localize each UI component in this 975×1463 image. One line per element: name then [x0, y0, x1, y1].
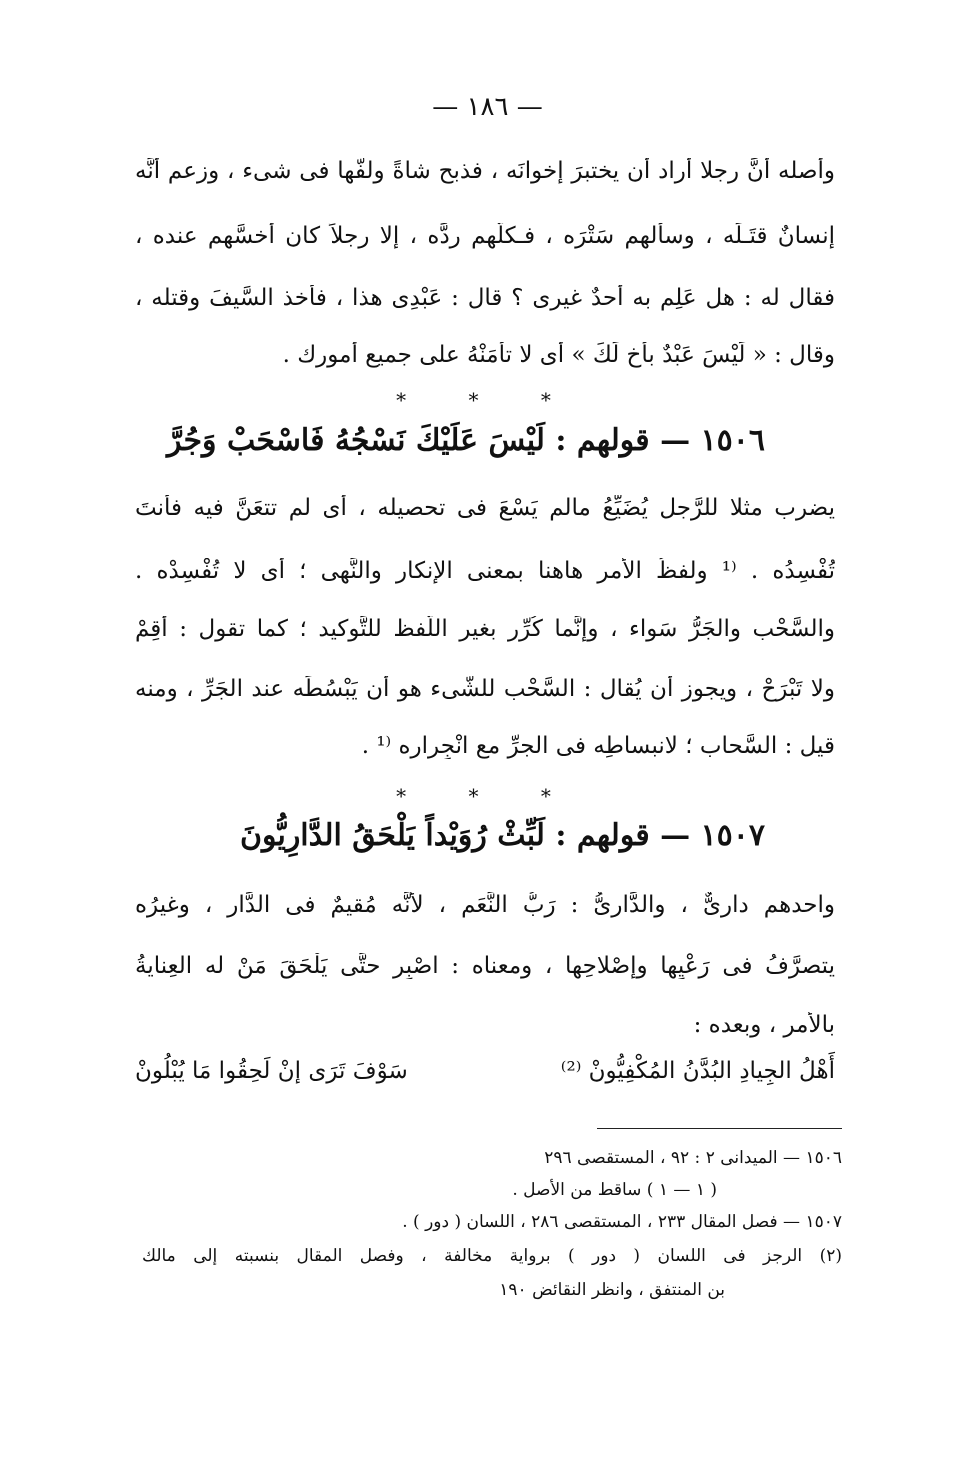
- verse-first-hemistich: أَهْلُ الجِيادِ البُدَّنُ المُكْفِيُّونْ ⁽²⁾: [560, 1058, 835, 1084]
- footnote-line: ١٥٠٦ — الميدانى ٢ : ٩٢ ، المستقصى ٢٩٦: [544, 1148, 842, 1168]
- paragraph-line: فقال له : هل عَلِم به أحدٌ غيرى ؟ قال : عَبْدِى هذا ، فأخذ السَّيفَ وقتله ،: [135, 285, 835, 311]
- entry-heading-1507: ١٥٠٧ — قولهم : لَبِّثْ رُوَيْداً يَلْحَقُ الدَّارِيُّونَ: [239, 818, 765, 853]
- footnote-line: بن المنتفق ، وانظر النقائض ١٩٠: [499, 1280, 725, 1300]
- paragraph-line: إنسانٌ قتَـلَه ، وسألهم سَتْرَه ، فـكلُّهم ردَّه ، إلا رجلاً كان أخسَّهم عنده ،: [135, 223, 835, 249]
- entry-1506-line: ولا تَبْرَحْ ، ويجوز أن يُقال : السَّحْب للشَّىء هو أن يَبْسُطَه عند الجَرِّ ، ومنه: [135, 676, 835, 702]
- entry-1507-line: بالأمر ، وبعده :: [693, 1012, 835, 1038]
- section-separator: * * *: [396, 388, 579, 412]
- footnote-line: ١٥٠٧ — فصل المقال ٢٣٣ ، المستقصى ٢٨٦ ، اللسان ( دور ) .: [402, 1212, 842, 1232]
- paragraph-line: وقال : « لَيْسَ عَبْدٌ بأخٍ لَكَ » أى لا تأمَنْهُ على جميع أمورك .: [282, 342, 835, 368]
- footnote-divider: [597, 1128, 842, 1129]
- entry-1506-line: تُفْسِدُه . ⁽¹ ولفظُ الأمر هاهنا بمعنى الإنكار والنَّهى ؛ أى لا تُفْسِدْه .: [135, 558, 835, 584]
- entry-1506-line: قيل : السَّحاب ؛ لانبساطِه فى الجرِّ مع انْجِرارِه ⁽¹ .: [361, 733, 835, 759]
- entry-1507-line: يتصرَّفُ فى رَعْيِها وإصْلاحِها ، ومعناه : اصْبِر حتَّى يَلْحَقَ مَنْ له العِنايةُ: [135, 953, 835, 979]
- paragraph-line: وأصله أنَّ رجلا أراد أن يختبرَ إخوانَه ، فذبح شاةً ولفَّها فى شىء ، وزعم أنَّه: [135, 158, 835, 184]
- entry-1506-line: يضرب مثلا للرَّجل يُضَيِّعُ مالم يَسْعَ فى تحصيله ، أى لم تتعَنَّ فيه فأنتَ: [135, 495, 835, 521]
- entry-1506-line: والسَّحْب والجَرُّ سَواء ، وإنَّما كُرِّر بغير اللَّفظ للتَّوكيد ؛ كما تقول : أقِمْ: [135, 616, 835, 642]
- page-number: — ١٨٦ —: [432, 92, 543, 122]
- footnote-line: (٢) الرجز فى اللسان ( دور ) برواية مخالفة ، وفصل المقال بنسبته إلى مالك: [142, 1246, 842, 1266]
- entry-1507-line: واحدهم دارىٌّ ، والدَّارىُّ : رَبُّ النَّعَمِ ، لأنَّه مُقيمٌ فى الدَّار ، وغيرُه: [135, 892, 835, 918]
- verse-second-hemistich: سَوْفَ تَرَى إنْ لَحِقُوا مَا يُبْلُونْ: [135, 1058, 408, 1084]
- section-separator: * * *: [396, 784, 579, 808]
- footnote-line: ( ١ — ١ ) ساقط من الأصل .: [512, 1180, 717, 1200]
- poetry-verse: [135, 1058, 835, 1102]
- entry-heading-1506: ١٥٠٦ — قولهم : لَيْسَ عَلَيْكَ نَسْجُهُ فَاسْحَبْ وَجُرَّ: [166, 423, 765, 458]
